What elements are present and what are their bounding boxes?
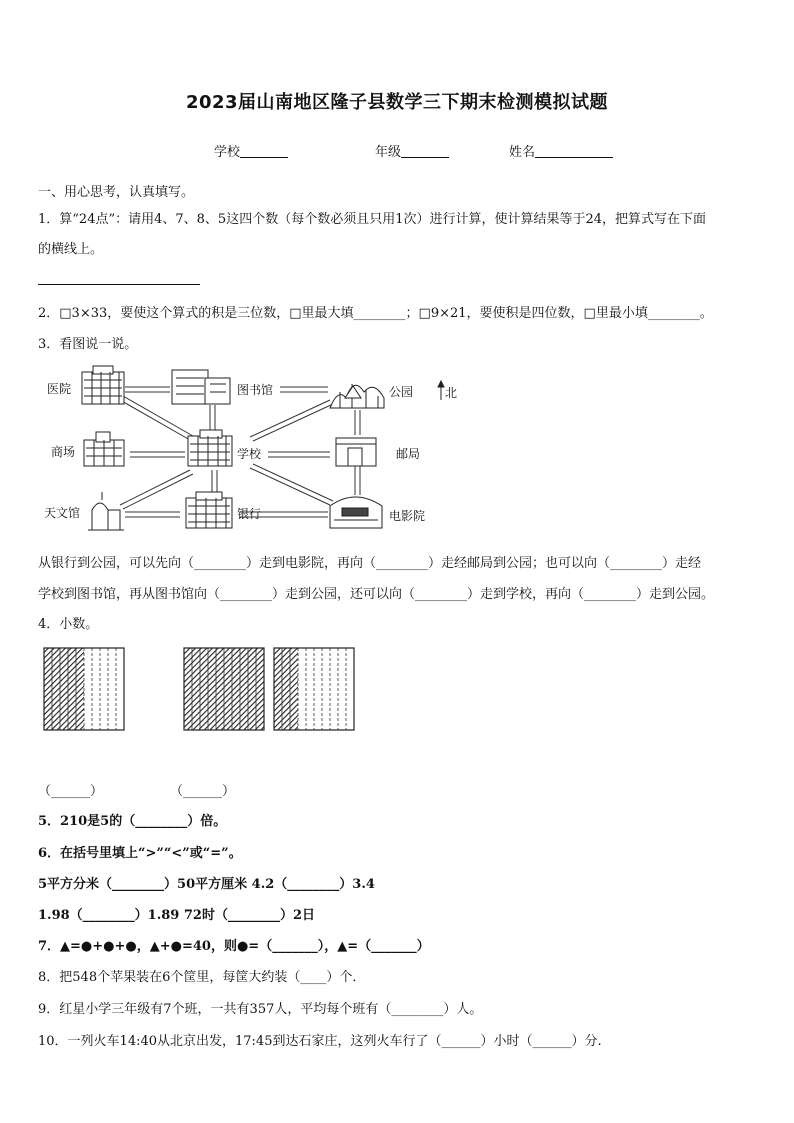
question-9: 9．红星小学三年级有7个班，一共有357人，平均每个班有（________）人。 bbox=[38, 1002, 483, 1017]
label-post-office: 邮局 bbox=[396, 447, 421, 461]
label-north: 北 bbox=[445, 386, 458, 400]
figure-border bbox=[274, 648, 354, 730]
grade-field[interactable] bbox=[375, 141, 449, 160]
school-blank[interactable] bbox=[240, 145, 288, 158]
mall-icon bbox=[84, 432, 124, 466]
grade-blank[interactable] bbox=[401, 145, 449, 158]
question-2: 2．□3×33，要使这个算式的积是三位数，□里最大填________；□9×21，要使积是四位数，□里最小填________。 bbox=[38, 306, 713, 321]
question-5: 5．210是5的（________）倍。 bbox=[38, 814, 227, 829]
figure-border bbox=[44, 648, 124, 730]
label-school: 学校 bbox=[237, 447, 262, 461]
label-hospital: 医院 bbox=[47, 382, 72, 396]
question-4-answer-2[interactable]: （______） bbox=[170, 784, 236, 799]
cinema-icon bbox=[330, 497, 382, 528]
section-heading: 一、用心思考，认真填写。 bbox=[38, 185, 195, 200]
name-blank[interactable] bbox=[535, 145, 613, 158]
park-icon bbox=[330, 384, 384, 408]
decimal-figure-2 bbox=[184, 648, 264, 730]
decimal-figure-3 bbox=[274, 648, 354, 730]
label-cinema: 电影院 bbox=[389, 509, 426, 523]
question-4-title: 4．小数。 bbox=[38, 617, 99, 632]
school-label: 学校 bbox=[214, 145, 241, 160]
observatory-icon bbox=[88, 492, 124, 530]
page-title: 2023届山南地区隆子县数学三下期末检测模拟试题 bbox=[185, 92, 609, 113]
label-park: 公园 bbox=[389, 385, 414, 399]
north-arrow-icon bbox=[438, 381, 444, 400]
decimal-figure-1 bbox=[44, 648, 124, 730]
name-field[interactable] bbox=[509, 141, 613, 160]
question-3-line1: 从银行到公园，可以先向（________）走到电影院，再向（________）走经邮局到公园；也可以向（________）走经 bbox=[38, 556, 702, 571]
post-office-icon bbox=[336, 438, 376, 466]
shaded-area bbox=[184, 648, 264, 730]
question-6-row2: 1.98（________）1.89 72时（________）2日 bbox=[38, 908, 315, 923]
school-icon bbox=[188, 430, 232, 466]
label-bank: 银行 bbox=[237, 507, 262, 521]
bank-icon bbox=[186, 492, 232, 528]
question-8: 8．把548个苹果装在6个筐里，每筐大约装（____）个． bbox=[38, 970, 366, 985]
answer-line-1[interactable] bbox=[38, 284, 200, 285]
figure-border bbox=[184, 648, 264, 730]
question-6-row1: 5平方分米（________）50平方厘米 4.2（________）3.4 bbox=[38, 877, 375, 892]
grade-label: 年级 bbox=[375, 145, 402, 160]
shaded-area bbox=[44, 648, 84, 730]
question-3-title: 3．看图说一说。 bbox=[38, 337, 138, 352]
label-library: 图书馆 bbox=[237, 383, 274, 397]
question-4-answer-1[interactable]: （______） bbox=[38, 784, 104, 799]
hospital-icon bbox=[82, 366, 124, 404]
question-3-line2: 学校到图书馆，再从图书馆向（________）走到公园，还可以向（________）走到学校，再向（________）走到公园。 bbox=[38, 587, 715, 602]
label-mall: 商场 bbox=[51, 445, 76, 459]
shaded-area bbox=[274, 648, 298, 730]
question-6-title: 6．在括号里填上“>”“<”或“=”。 bbox=[38, 846, 242, 861]
label-observatory: 天文馆 bbox=[44, 506, 81, 520]
name-label: 姓名 bbox=[509, 145, 536, 160]
question-10: 10．一列火车14:40从北京出发，17:45到达石家庄，这列火车行了（______）小时（______）分. bbox=[38, 1034, 602, 1049]
question-1-line1: 1．算“24点”：请用4、7、8、5这四个数（每个数必须且只用1次）进行计算，使计算结果等于24，把算式写在下面 bbox=[38, 212, 707, 227]
question-1-line2: 的横线上。 bbox=[38, 242, 104, 257]
library-icon bbox=[172, 370, 230, 404]
question-7: 7．▲=●+●+●，▲+●=40，则●=（_______），▲=（_______） bbox=[38, 939, 430, 954]
school-field[interactable] bbox=[214, 141, 288, 160]
